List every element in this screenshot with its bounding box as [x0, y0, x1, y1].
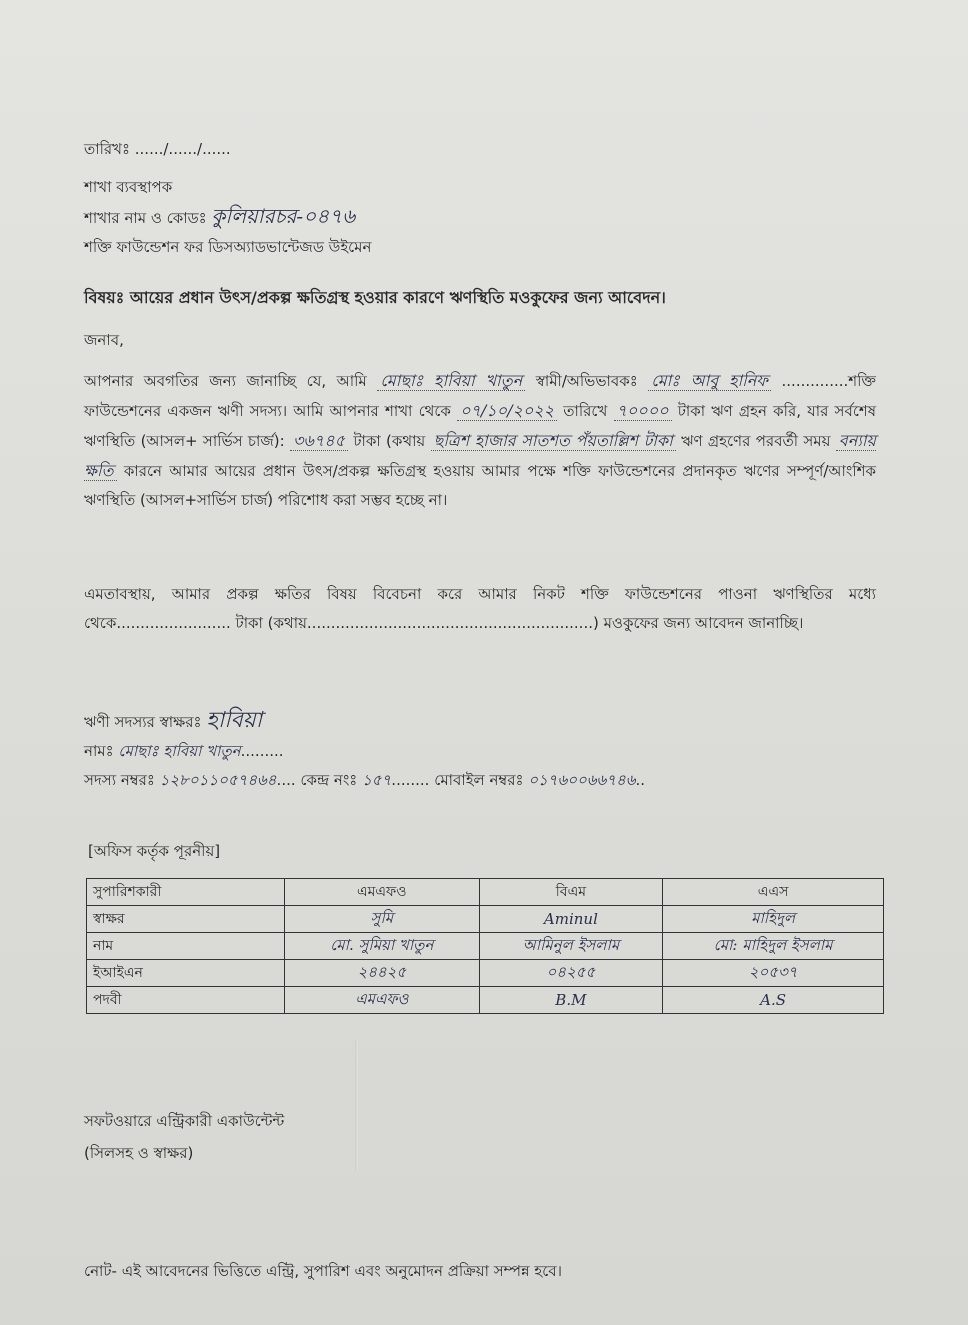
table-row [87, 960, 884, 987]
branch-value: কুলিয়ারচর-০৪৭৬ [211, 204, 356, 228]
member-id-value: ১২৮০১১০৫৭৪৬৪ [159, 771, 277, 789]
member-id-line: সদস্য নম্বরঃ ১২৮০১১০৫৭৪৬৪.... কেন্দ্র নংঃ ১৫৭........ মোবাইল নম্বরঃ ০১৭৬০০৬৬৭৪৬.. [84, 771, 646, 789]
outstanding-words-field: ছত্রিশ হাজার সাতশত পঁয়তাল্লিশ টাকা [431, 431, 676, 451]
ein-cell: ০৪২৫৫ [479, 960, 663, 987]
name-cell: আমিনুল ইসলাম [479, 933, 663, 960]
branch-line [84, 204, 356, 228]
applicant-name-field: মোছাঃ হাবিয়া খাতুন [377, 371, 525, 391]
paper-fold [355, 1040, 358, 1170]
row-label: পদবী [87, 987, 285, 1014]
signature-cell: Aminul [479, 906, 663, 933]
subject-line: বিষয়ঃ আয়ের প্রধান উৎস/প্রকল্প ক্ষতিগ্রস্থ হওয়ার কারণে ঋণস্থিতি মওকুফের জন্য আবেদন। [84, 288, 666, 307]
name-cell: মো. সুমিয়া খাতুন [285, 933, 480, 960]
signature-cell: মাহিদুল [663, 906, 884, 933]
guardian-name-field: মোঃ আবু হানিফ [648, 371, 771, 391]
body-paragraph-2: এমতাবস্থায়, আমার প্রকল্প ক্ষতির বিষয় বিবেচনা করে আমার নিকট শক্তি ফাউন্ডেশনের পাওনা ঋণস্থিতির মধ্যে থেকে........................ টাকা (কথায়............................................................) মওকুফের জন্য আবেদন জানাচ্ছি। [84, 585, 876, 632]
row-label: ইআইএন [87, 960, 285, 987]
table-row [87, 906, 884, 933]
designation-cell: A.S [663, 987, 884, 1014]
row-label: স্বাক্ষর [87, 906, 285, 933]
ein-cell: ২০৫৩৭ [663, 960, 884, 987]
member-signature: হাবিয়া [206, 708, 263, 733]
loan-date-field: ০৭/১০/২০২২ [457, 401, 557, 421]
accountant-title: সফটওয়ারে এন্ট্রিকারী একাউন্টেন্ট [84, 1112, 285, 1130]
mobile-value: ০১৭৬০০৬৬৭৪৬ [528, 771, 636, 789]
salutation: জনাব, [84, 331, 124, 349]
outstanding-field: ৩৬৭৪৫ [290, 431, 348, 451]
footer-note: নোট- এই আবেদনের ভিত্তিতে এন্ট্রি, সুপারিশ এবং অনুমোদন প্রক্রিয়া সম্পন্ন হবে। [84, 1262, 562, 1280]
member-name-value: মোছাঃ হাবিয়া খাতুন [118, 742, 241, 760]
designation-cell: B.M [479, 987, 663, 1014]
table-header: সুপারিশকারী [87, 879, 285, 906]
accountant-seal-note: (সিলসহ ও স্বাক্ষর) [84, 1144, 194, 1162]
table-header: এএস [663, 879, 884, 906]
table-row [87, 933, 884, 960]
branch-label: শাখার নাম ও কোডঃ [84, 209, 207, 227]
table-row [87, 987, 884, 1014]
table-header: এমএফও [285, 879, 480, 906]
row-label: নাম [87, 933, 285, 960]
designation-cell: এমএফও [285, 987, 480, 1014]
signature-cell: সুমি [285, 906, 480, 933]
member-name-line: নামঃ মোছাঃ হাবিয়া খাতুন......... [84, 742, 284, 760]
ein-cell: ২৪৪২৫ [285, 960, 480, 987]
member-signature-line: ঋণী সদস্যর স্বাক্ষরঃ হাবিয়া [84, 708, 263, 733]
date-line: তারিখঃ ....../....../...... [84, 140, 231, 158]
addressee-title: শাখা ব্যবস্থাপক [84, 178, 173, 196]
center-no-value: ১৫৭ [362, 771, 392, 789]
body-paragraph-1: আপনার অবগতির জন্য জানাচ্ছি যে, আমি মোছাঃ হাবিয়া খাতুন স্বামী/অভিভাবকঃ মোঃ আবু হানিফ ..............শক্তি ফাউন্ডেশনের একজন ঋণী সদস্য। আমি আপনার শাখা থেকে ০৭/১০/২০২২ তারিখে ৭০০০০ টাকা ঋণ গ্রহন করি, যার সর্বশেষ ঋণস্থিতি (আসল+ সার্ভিস চার্জ): ৩৬৭৪৫ টাকা (কথায় ছত্রিশ হাজার সাতশত পঁয়তাল্লিশ টাকা ঋণ গ্রহণের পরবর্তী সময় বন্যায় ক্ষতি কারনে আমার আয়ের প্রধান উৎস/প্রকল্প ক্ষতিগ্রস্থ হওয়ায় আমার পক্ষে শক্তি ফাউন্ডেশনের প্রদানকৃত ঋণের সম্পূর্ণ/আংশিক ঋণস্থিতি (আসল+সার্ভিস চার্জ) পরিশোধ করা সম্ভব হচ্ছে না। [84, 371, 877, 509]
office-use-label: [অফিস কর্তৃক পূরনীয়] [88, 842, 221, 860]
recommendation-table [86, 878, 884, 1014]
reason-field: বন্যায় ক্ষতি [84, 431, 876, 480]
organization-name: শক্তি ফাউন্ডেশন ফর ডিসঅ্যাডভান্টেজড উইমেন [84, 238, 372, 256]
name-cell: মো: মাহিদুল ইসলাম [663, 933, 884, 960]
table-header: বিএম [479, 879, 663, 906]
table-header-row [87, 879, 884, 906]
loan-amount-field: ৭০০০০ [614, 401, 672, 421]
